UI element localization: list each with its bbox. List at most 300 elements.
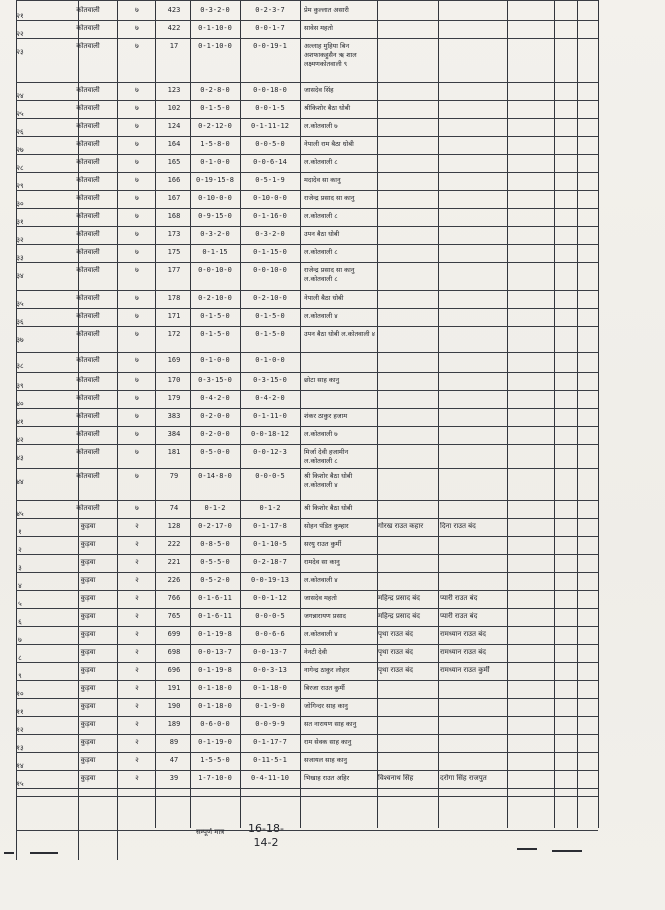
row-rule xyxy=(16,208,598,209)
cell-name: ल.कोतवाली ७ xyxy=(304,122,338,130)
cell-share: 0-0-3-13 xyxy=(253,666,287,674)
cell-area: 1-5-5-0 xyxy=(200,756,230,764)
cell-plot: 102 xyxy=(167,104,181,112)
cell-plot: 172 xyxy=(167,330,181,338)
cell-k: २ xyxy=(135,684,139,692)
cell-area: 0-9-15-0 xyxy=(198,212,232,220)
cell-share: 0-0-6-6 xyxy=(255,630,285,638)
cell-n1: महिन्द्र प्रसाद बंद xyxy=(378,594,421,602)
cell-share: 0-0-18-12 xyxy=(251,430,289,438)
cell-village: कुड़वा xyxy=(80,702,96,710)
cell-k: २ xyxy=(135,648,139,656)
cell-k: ७ xyxy=(135,122,139,130)
cell-plot: 74 xyxy=(169,504,179,512)
cell-area: 0-1-5-0 xyxy=(200,104,230,112)
cell-area: 0-1-19-8 xyxy=(198,630,232,638)
cell-area: 0-5-0-0 xyxy=(200,448,230,456)
cell-share: 0-0-1-7 xyxy=(255,24,285,32)
cell-share: 0-11-5-1 xyxy=(253,756,287,764)
cell-name: ल.कोतवाली ८ xyxy=(304,212,338,220)
cell-sno: २३ xyxy=(16,48,24,56)
cell-village: कोतवाली xyxy=(76,448,100,456)
cell-n2: प्यारी राउत बंद xyxy=(440,594,478,602)
row-rule xyxy=(16,572,598,573)
cell-n1: पृथा राउत बंद xyxy=(378,630,413,638)
cell-k: २ xyxy=(135,738,139,746)
cell-sno: ३३ xyxy=(16,254,24,262)
cell-village: कोतवाली xyxy=(76,194,100,202)
cell-village: कुड़वा xyxy=(80,684,96,692)
cell-village: कोतवाली xyxy=(76,504,100,512)
row-rule xyxy=(16,662,598,663)
cell-village: कोतवाली xyxy=(76,294,100,302)
cell-plot: 181 xyxy=(167,448,181,456)
row-rule xyxy=(16,244,598,245)
cell-share: 0-0-0-5 xyxy=(255,612,285,620)
cell-village: कोतवाली xyxy=(76,430,100,438)
cell-plot: 124 xyxy=(167,122,181,130)
row-rule xyxy=(16,734,598,735)
cell-share: 0-0-0-5 xyxy=(255,472,285,480)
cell-k: २ xyxy=(135,594,139,602)
cell-name: राजेन्द्र प्रसाद सा कानु ल.कोतवाली ८ xyxy=(304,266,355,283)
cell-area: 0-8-5-0 xyxy=(200,540,230,548)
cell-n2: रामध्यान राउत बंद xyxy=(440,630,486,638)
cell-share: 0-1-10-5 xyxy=(253,540,287,548)
cell-k: २ xyxy=(135,630,139,638)
cell-area: 0-1-15 xyxy=(202,248,228,256)
cell-area: 0-3-2-0 xyxy=(200,6,230,14)
row-rule xyxy=(16,426,598,427)
cell-share: 0-0-10-0 xyxy=(253,266,287,274)
row-rule xyxy=(16,226,598,227)
cell-share: 0-0-6-14 xyxy=(253,158,287,166)
row-rule xyxy=(16,770,598,771)
row-rule xyxy=(16,408,598,409)
cell-n1: महिन्द्र प्रसाद बंद xyxy=(378,612,421,620)
cell-village: कोतवाली xyxy=(76,376,100,384)
cell-area: 0-2-17-0 xyxy=(198,522,232,530)
cell-name: जासदेव महतो xyxy=(304,594,337,602)
cell-sno: १ xyxy=(18,528,22,536)
cell-n1: पृथा राउत बंद xyxy=(378,648,413,656)
cell-share: 0-4-2-0 xyxy=(255,394,285,402)
cell-name: मिर्जा देवी हजामीन ल.कोतवाली ८ xyxy=(304,448,349,465)
cell-k: ७ xyxy=(135,394,139,402)
row-rule xyxy=(16,118,598,119)
cell-sno: ३४ xyxy=(16,272,24,280)
cell-area: 0-1-18-0 xyxy=(198,684,232,692)
cell-plot: 696 xyxy=(167,666,181,674)
cell-n1: गोरख राउत कहार xyxy=(378,522,424,530)
cell-area: 0-1-0-0 xyxy=(200,158,230,166)
cell-area: 0-1-5-0 xyxy=(200,330,230,338)
cell-sno: ४१ xyxy=(16,418,24,426)
cell-village: कुड़वा xyxy=(80,666,96,674)
row-rule xyxy=(16,372,598,373)
cell-village: कुड़वा xyxy=(80,720,96,728)
cell-area: 0-3-15-0 xyxy=(198,376,232,384)
cell-share: 0-10-0-0 xyxy=(253,194,287,202)
row-rule xyxy=(16,82,598,83)
cell-n2: दरोगा सिंह राजपुत xyxy=(440,774,487,782)
cell-n2: रामध्यान राउत बंद xyxy=(440,648,486,656)
cell-village: कोतवाली xyxy=(76,472,100,480)
cell-village: कोतवाली xyxy=(76,394,100,402)
cell-plot: 383 xyxy=(167,412,181,420)
cell-k: ७ xyxy=(135,504,139,512)
cell-village: कोतवाली xyxy=(76,158,100,166)
cell-area: 0-5-5-0 xyxy=(200,558,230,566)
row-rule xyxy=(16,536,598,537)
cell-sno: ७ xyxy=(18,636,22,644)
cell-plot: 189 xyxy=(167,720,181,728)
cell-k: ७ xyxy=(135,472,139,480)
cell-area: 0-2-12-0 xyxy=(198,122,232,130)
cell-sno: २६ xyxy=(16,128,24,136)
row-rule xyxy=(16,100,598,101)
total-value: 16-18-14-2 xyxy=(248,822,284,849)
cell-k: ७ xyxy=(135,430,139,438)
cell-share: 0-3-2-0 xyxy=(255,230,285,238)
cell-share: 0-1-5-0 xyxy=(255,312,285,320)
cell-k: ७ xyxy=(135,448,139,456)
cell-share: 0-0-12-3 xyxy=(253,448,287,456)
cell-plot: 169 xyxy=(167,356,181,364)
cell-k: ७ xyxy=(135,330,139,338)
cell-plot: 17 xyxy=(169,42,179,50)
cell-name: राम सेवक साह कानु xyxy=(304,738,352,746)
column-rule xyxy=(577,0,578,828)
cell-k: ७ xyxy=(135,294,139,302)
cell-village: कोतवाली xyxy=(76,230,100,238)
cell-name: ल.कोतवाली ४ xyxy=(304,576,338,584)
cell-sno: ३६ xyxy=(16,318,24,326)
cell-plot: 79 xyxy=(169,472,179,480)
cell-village: कुड़वा xyxy=(80,756,96,764)
column-rule xyxy=(554,0,555,828)
cell-name: रामदेव सा कानु xyxy=(304,558,340,566)
cell-name: सत नारायण साह कानु xyxy=(304,720,357,728)
cell-sno: ३ xyxy=(18,564,22,572)
cell-share: 0-5-1-9 xyxy=(255,176,285,184)
cell-area: 0-10-0-0 xyxy=(198,194,232,202)
cell-k: ७ xyxy=(135,176,139,184)
cell-village: कोतवाली xyxy=(76,42,100,50)
cell-sno: १३ xyxy=(16,744,24,752)
row-rule xyxy=(16,262,598,263)
cell-village: कुड़वा xyxy=(80,630,96,638)
column-rule xyxy=(507,0,508,828)
row-rule xyxy=(16,554,598,555)
cell-area: 0-1-19-8 xyxy=(198,666,232,674)
cell-share: 0-1-2 xyxy=(259,504,281,512)
cell-area: 1-5-8-0 xyxy=(200,140,230,148)
cell-area: 0-1-0-0 xyxy=(200,356,230,364)
cell-name: नेपाली राम बैठा धोबी xyxy=(304,140,354,148)
cell-area: 0-2-10-0 xyxy=(198,294,232,302)
cell-sno: २७ xyxy=(16,146,24,154)
cell-plot: 164 xyxy=(167,140,181,148)
cell-village: कुड़वा xyxy=(80,648,96,656)
cell-sno: १५ xyxy=(16,780,24,788)
cell-n1: पृथा राउत बंद xyxy=(378,666,413,674)
cell-sno: ३९ xyxy=(16,382,24,390)
cell-k: ७ xyxy=(135,158,139,166)
cell-area: 0-19-15-8 xyxy=(196,176,234,184)
cell-name: प्रेम कुल्लात असारी xyxy=(304,6,349,14)
cell-share: 0-1-17-7 xyxy=(253,738,287,746)
cell-sno: ३७ xyxy=(16,336,24,344)
cell-k: ७ xyxy=(135,230,139,238)
cell-share: 0-2-10-0 xyxy=(253,294,287,302)
cell-sno: ३५ xyxy=(16,300,24,308)
cell-village: कोतवाली xyxy=(76,140,100,148)
cell-plot: 765 xyxy=(167,612,181,620)
cell-share: 0-4-11-10 xyxy=(251,774,289,782)
cell-plot: 221 xyxy=(167,558,181,566)
cell-sno: ४३ xyxy=(16,454,24,462)
cell-name: जोगिन्दर साह कानु xyxy=(304,702,348,710)
cell-plot: 171 xyxy=(167,312,181,320)
cell-k: ७ xyxy=(135,24,139,32)
cell-village: कोतवाली xyxy=(76,212,100,220)
cell-village: कोतवाली xyxy=(76,266,100,274)
cell-name: श्री किशोर बैठा धोबी xyxy=(304,504,353,512)
cell-name: नागेन्द्र ठाकुर लोहार xyxy=(304,666,350,674)
cell-k: २ xyxy=(135,612,139,620)
cell-area: 1-7-10-0 xyxy=(198,774,232,782)
cell-plot: 166 xyxy=(167,176,181,184)
column-rule xyxy=(598,0,599,828)
cell-village: कुड़वा xyxy=(80,558,96,566)
cell-sno: २ xyxy=(18,546,22,554)
cell-k: २ xyxy=(135,576,139,584)
cell-sno: ३८ xyxy=(16,362,24,370)
cell-k: २ xyxy=(135,774,139,782)
row-rule xyxy=(16,326,598,327)
cell-village: कुड़वा xyxy=(80,738,96,746)
cell-plot: 422 xyxy=(167,24,181,32)
row-rule xyxy=(16,352,598,353)
row-rule xyxy=(16,680,598,681)
row-rule xyxy=(16,500,598,501)
cell-area: 0-4-2-0 xyxy=(200,394,230,402)
cell-sno: ४५ xyxy=(16,510,24,518)
cell-name: जगन्नारायण प्रसाद xyxy=(304,612,346,620)
cell-sno: ४ xyxy=(18,582,22,590)
cell-plot: 89 xyxy=(169,738,179,746)
cell-name: उपन बैठा धोबी ल.कोतवाली ४ xyxy=(304,330,375,338)
row-rule xyxy=(16,136,598,137)
row-rule xyxy=(16,518,598,519)
total-label: सम्पूर्ण मात्र xyxy=(196,828,225,836)
cell-sno: ४२ xyxy=(16,436,24,444)
row-rule xyxy=(16,716,598,717)
cell-area: 0-1-6-11 xyxy=(198,594,232,602)
cell-area: 0-2-0-0 xyxy=(200,412,230,420)
column-rule xyxy=(300,0,301,828)
cell-k: ७ xyxy=(135,42,139,50)
row-rule xyxy=(16,172,598,173)
cell-sno: २९ xyxy=(16,182,24,190)
cell-name: शंकर ठाकुर हजाम xyxy=(304,412,348,420)
cell-area: 0-1-5-0 xyxy=(200,312,230,320)
cell-name: जासदेव सिंह xyxy=(304,86,334,94)
row-rule xyxy=(16,644,598,645)
cell-k: ७ xyxy=(135,6,139,14)
cell-k: ७ xyxy=(135,212,139,220)
cell-k: ७ xyxy=(135,248,139,256)
cell-k: २ xyxy=(135,540,139,548)
row-rule xyxy=(16,590,598,591)
footer-dash xyxy=(517,848,537,850)
cell-sno: २८ xyxy=(16,164,24,172)
cell-plot: 47 xyxy=(169,756,179,764)
cell-village: कुड़वा xyxy=(80,594,96,602)
cell-sno: ६ xyxy=(18,618,22,626)
cell-n2: प्यारी राउत बंद xyxy=(440,612,478,620)
cell-area: 0-14-8-0 xyxy=(198,472,232,480)
cell-sno: ३२ xyxy=(16,236,24,244)
cell-name: राजेन्द्र प्रसाद सा कानु xyxy=(304,194,355,202)
cell-village: कुड़वा xyxy=(80,576,96,584)
cell-share: 0-0-9-9 xyxy=(255,720,285,728)
cell-area: 0-1-19-0 xyxy=(198,738,232,746)
row-rule xyxy=(16,308,598,309)
cell-plot: 123 xyxy=(167,86,181,94)
cell-village: कोतवाली xyxy=(76,24,100,32)
cell-sno: २५ xyxy=(16,110,24,118)
cell-share: 0-1-11-0 xyxy=(253,412,287,420)
cell-sno: ३० xyxy=(16,200,24,208)
cell-plot: 173 xyxy=(167,230,181,238)
footer-dash xyxy=(4,852,14,854)
cell-plot: 384 xyxy=(167,430,181,438)
cell-plot: 222 xyxy=(167,540,181,548)
cell-area: 0-2-0-0 xyxy=(200,430,230,438)
cell-sno: २४ xyxy=(16,92,24,100)
cell-village: कोतवाली xyxy=(76,122,100,130)
cell-share: 0-0-5-0 xyxy=(255,140,285,148)
row-rule xyxy=(16,20,598,21)
cell-area: 0-3-2-0 xyxy=(200,230,230,238)
row-rule xyxy=(16,468,598,469)
cell-area: 0-5-2-0 xyxy=(200,576,230,584)
cell-share: 0-1-18-0 xyxy=(253,684,287,692)
cell-k: ७ xyxy=(135,356,139,364)
cell-plot: 178 xyxy=(167,294,181,302)
column-rule xyxy=(377,0,378,828)
footer-dash xyxy=(552,850,582,852)
row-rule xyxy=(16,608,598,609)
cell-name: ल.कोतवाली ७ xyxy=(304,430,338,438)
cell-k: ७ xyxy=(135,104,139,112)
cell-plot: 177 xyxy=(167,266,181,274)
cell-name: ल.कोतवाली ४ xyxy=(304,630,338,638)
cell-k: ७ xyxy=(135,194,139,202)
cell-sno: ५ xyxy=(18,600,22,608)
cell-sno: १० xyxy=(16,690,24,698)
cell-name: उपन बैठा धोबी xyxy=(304,230,340,238)
row-rule xyxy=(16,38,598,39)
row-rule xyxy=(16,154,598,155)
cell-k: ७ xyxy=(135,140,139,148)
cell-plot: 190 xyxy=(167,702,181,710)
cell-plot: 766 xyxy=(167,594,181,602)
cell-sno: २१ xyxy=(16,12,24,20)
cell-share: 0-3-15-0 xyxy=(253,376,287,384)
row-rule xyxy=(16,698,598,699)
cell-share: 0-1-9-0 xyxy=(255,702,285,710)
cell-share: 0-0-19-1 xyxy=(253,42,287,50)
cell-name: सरयु राउत कुर्मी xyxy=(304,540,342,548)
cell-village: कोतवाली xyxy=(76,330,100,338)
cell-sno: ४० xyxy=(16,400,24,408)
cell-plot: 165 xyxy=(167,158,181,166)
cell-plot: 170 xyxy=(167,376,181,384)
cell-sno: २२ xyxy=(16,30,24,38)
cell-area: 0-1-10-0 xyxy=(198,24,232,32)
cell-plot: 168 xyxy=(167,212,181,220)
cell-name: अल्लाह मुहिया बिन अशफाकहुसैन ऋ शाल लक्ष्मणकोतवाली ९ xyxy=(304,42,357,68)
cell-n1: विश्वनाथ सिंह xyxy=(378,774,414,782)
cell-share: 0-1-5-0 xyxy=(255,330,285,338)
row-rule xyxy=(16,796,598,797)
row-rule xyxy=(16,830,598,831)
cell-share: 0-0-1-5 xyxy=(255,104,285,112)
cell-k: २ xyxy=(135,720,139,728)
cell-plot: 167 xyxy=(167,194,181,202)
cell-share: 0-0-13-7 xyxy=(253,648,287,656)
cell-name: नेनटी देवी xyxy=(304,648,327,656)
cell-sno: ३१ xyxy=(16,218,24,226)
cell-plot: 699 xyxy=(167,630,181,638)
cell-k: ७ xyxy=(135,412,139,420)
cell-village: कोतवाली xyxy=(76,176,100,184)
cell-plot: 698 xyxy=(167,648,181,656)
cell-n2: रामध्यान राउत कुर्मी xyxy=(440,666,490,674)
cell-village: कुड़वा xyxy=(80,522,96,530)
cell-share: 0-1-15-0 xyxy=(253,248,287,256)
cell-name: बिरजा राउत कुर्मी xyxy=(304,684,345,692)
cell-sno: ११ xyxy=(16,708,24,716)
row-rule xyxy=(16,444,598,445)
cell-n2: दिना राउत बंद xyxy=(440,522,476,530)
footer-dash xyxy=(30,852,58,854)
cell-k: ७ xyxy=(135,266,139,274)
cell-plot: 191 xyxy=(167,684,181,692)
cell-share: 0-0-18-0 xyxy=(253,86,287,94)
cell-plot: 226 xyxy=(167,576,181,584)
cell-name: सजायल साह कानु xyxy=(304,756,348,764)
cell-share: 0-1-16-0 xyxy=(253,212,287,220)
row-rule xyxy=(16,0,598,1)
cell-village: कुड़वा xyxy=(80,540,96,548)
cell-k: ७ xyxy=(135,86,139,94)
cell-plot: 39 xyxy=(169,774,179,782)
row-rule xyxy=(16,788,598,789)
cell-share: 0-0-19-13 xyxy=(251,576,289,584)
cell-area: 0-1-18-0 xyxy=(198,702,232,710)
cell-name: सावेस महतो xyxy=(304,24,333,32)
cell-plot: 128 xyxy=(167,522,181,530)
column-rule xyxy=(155,0,156,828)
cell-share: 0-1-11-12 xyxy=(251,122,289,130)
cell-k: ७ xyxy=(135,312,139,320)
cell-plot: 175 xyxy=(167,248,181,256)
cell-k: २ xyxy=(135,666,139,674)
